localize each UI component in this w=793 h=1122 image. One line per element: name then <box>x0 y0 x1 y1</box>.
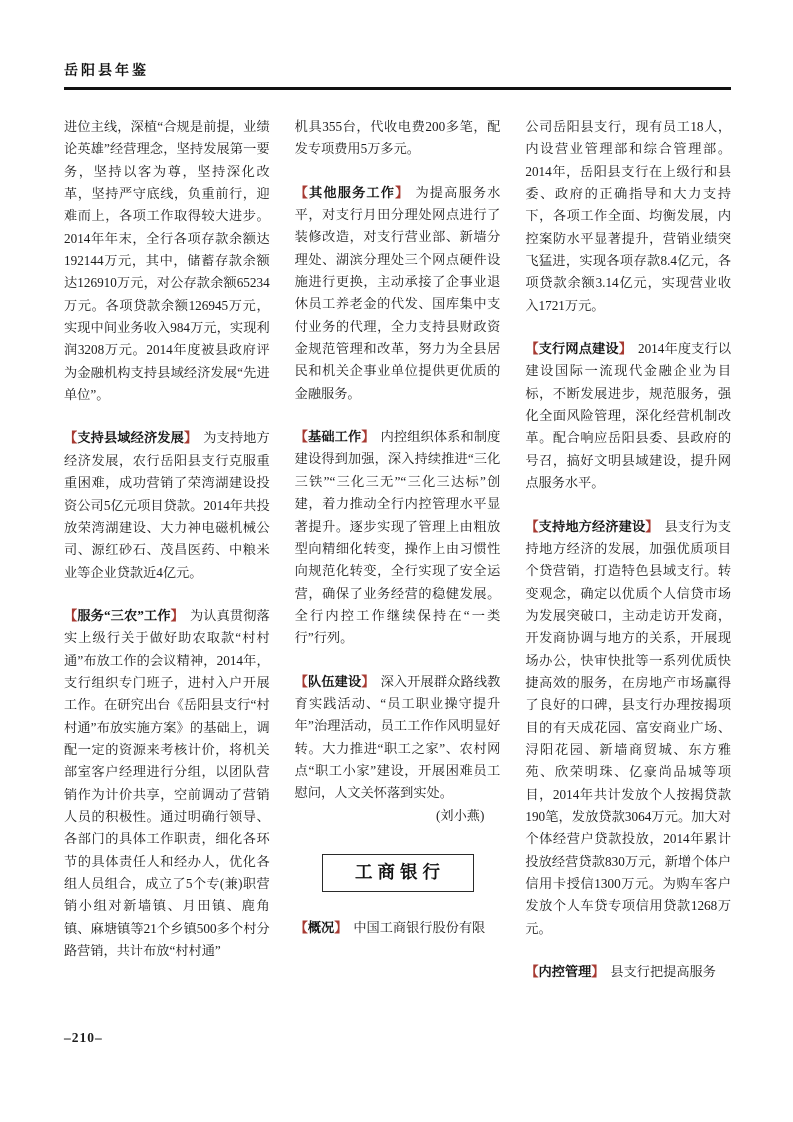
bracket-close: 】 <box>395 184 410 200</box>
section-body: 为认真贯彻落实上级行关于做好助农取款“村村通”布放工作的会议精神，2014年，支行组织专门班子，进村入户开展工作。在研究出台《岳阳县支行“村村通”布放实施方案》的基础上，调配一定的资源来考核计价，将机关部室客户经理进行分组，以团队营销作为计价共享，空前调动了营销人员的积极性。通过明确行领导、各部门的具体工作职责，细化各环节的具体责任人和经办人，优化各组人员组合，成立了5个专(兼)职营销小组对新墙镇、月田镇、鹿角镇、麻塘镇等21个乡镇500多个村分路营销，共计布放“村村通” <box>64 607 270 959</box>
section-local-economy <box>525 516 731 941</box>
section-title <box>525 341 632 356</box>
section-title <box>64 608 184 623</box>
continuation-paragraph: 公司岳阳县支行，现有员工18人，内设营业管理部和综合管理部。2014年，岳阳县支行在上级行和县委、政府的正确指导和大力支持下，各项工作全面、均衡发展，内控案防水平显著提升，营销业绩突飞猛进，实现各项存款8.4亿元，各项贷款余额3.14亿元，实现营业收入1721万元。 <box>525 119 732 313</box>
section-title <box>64 430 197 445</box>
bracket-open: 【 <box>294 920 308 936</box>
continuation-paragraph: 机具355台，代收电费200多笔，配发专项费用5万多元。 <box>294 119 501 157</box>
section-team-building <box>295 671 501 805</box>
column-left <box>64 116 270 983</box>
bracket-open: 【 <box>64 607 78 623</box>
text-columns <box>64 116 731 983</box>
section-body: 为提高服务水平，对支行月田分理处网点进行了装修改造，对支行营业部、新墙分理处、湖滨分理处三个网点硬件设施进行更换，主动承接了企事业退休员工养老金的代发、国库集中支付业务的代理，全力支持县财政资金规范管理和改革，努力为全县居民和机关企事业单位提供更优质的金融服务。 <box>294 184 501 401</box>
section-internal-control <box>525 961 731 983</box>
author-attribution: (刘小燕) <box>435 807 485 823</box>
section-title <box>525 519 658 534</box>
bracket-close: 】 <box>334 920 348 936</box>
bracket-open: 【 <box>525 964 539 980</box>
section-title-text: 基础工作 <box>308 429 362 445</box>
section-title-text: 服务“三农”工作 <box>77 607 171 623</box>
section-title <box>295 674 375 689</box>
bracket-open: 【 <box>525 518 539 534</box>
bracket-open: 【 <box>294 673 308 689</box>
header-rule <box>64 87 731 90</box>
section-title-text: 支持地方经济建设 <box>538 518 646 534</box>
yearbook-title: 岳阳县年鉴 <box>64 64 149 79</box>
section-branch-network <box>525 338 731 494</box>
section-body: 县支行为支持地方经济的发展，加强优质项目个贷营销，打造特色县域支行。转变观念，确定以优质个人信贷市场为发展突破口，主动走访开发商，开发商协调与地方的关系，开展现场办公，快审快批等一系列优质快捷高效的服务，在房地产市场赢得了良好的口碑，县支行办理按揭项目的有天成花园、富安商业广场、浔阳花园、新墙商贸城、东方雅苑、欣荣明珠、亿豪尚品城等项目，2014年共计发放个人按揭贷款190笔，发放贷款3064万元。加大对个体经营户贷款投放，2014年累计投放经营贷款830万元，新增个体户信用卡授信1300万元。为购车客户发放个人车贷专项信用贷款1268万元。 <box>525 518 732 936</box>
section-title <box>295 920 348 935</box>
page-header <box>64 60 731 90</box>
bracket-open: 【 <box>525 341 539 357</box>
section-title <box>295 185 410 200</box>
section-sannong-service <box>64 605 270 963</box>
bracket-open: 【 <box>294 429 308 445</box>
section-title-text: 队伍建设 <box>308 673 362 689</box>
continuation-paragraph: 进位主线，深植“合规是前提，业绩论英雄”经营理念，坚持发展第一要务，坚持以客为尊，坚持深化改革，坚持严守底线，负重前行，迎难而上，各项工作取得较大进步。2014年年末，全行各项存款余额达192144万元，其中，储蓄存款余额达126910万元，对公存款余额65234万元。各项贷款余额126945万元，实现中间业务收入984万元，实现利润3208万元。2014年度被县政府评为金融机构支持县域经济发展“先进单位”。 <box>64 119 270 403</box>
bracket-close: 】 <box>170 607 184 623</box>
bracket-open: 【 <box>64 430 78 446</box>
section-body: 中国工商银行股份有限 <box>353 920 486 936</box>
bracket-close: 】 <box>361 673 375 689</box>
bracket-close: 】 <box>618 341 633 357</box>
section-title-text: 内控管理 <box>538 964 592 980</box>
section-title-text: 其他服务工作 <box>309 184 396 200</box>
section-body: 内控组织体系和制度建设得到加强，深入持续推进“三化三铁”“三化三无”“三化三达标”创建，着力推动全行内控管理水平显著提升。逐步实现了管理上由粗放型向精细化转变，操作上由习惯性向规范化转变，全行实现了安全运营，确保了业务经营的稳健发展。全行内控工作继续保持在“一类行”行列。 <box>294 429 501 646</box>
bracket-close: 】 <box>591 964 605 980</box>
section-title-text: 支持县域经济发展 <box>77 430 184 446</box>
section-county-economy <box>64 427 270 583</box>
section-bank-overview <box>295 917 501 939</box>
section-other-services <box>295 182 501 405</box>
section-title <box>295 429 375 444</box>
section-body: 2014年度支行以建设国际一流现代金融企业为目标，不断发展进步，规范服务，强化全面风险管理，深化经营机制改革。配合响应岳阳县委、县政府的号召，搞好文明县域建设，提升网点服务水平。 <box>525 341 732 491</box>
bracket-close: 】 <box>645 518 659 534</box>
bracket-open: 【 <box>294 184 310 200</box>
column-right <box>525 116 731 983</box>
section-body: 为支持地方经济发展，农行岳阳县支行克服重重困难，成功营销了荣湾湖建设投资公司5亿元项目贷款。2014年共投放荣湾湖建设、大力神电磁机械公司、源红砂石、茂昌医药、中粮米业等企业贷款近4亿元。 <box>64 430 270 580</box>
page-number: –210– <box>64 1030 103 1045</box>
section-title-text: 支行网点建设 <box>538 341 619 357</box>
bracket-close: 】 <box>183 430 198 446</box>
section-title <box>525 964 604 979</box>
section-body: 深入开展群众路线教育实践活动、“员工职业操守提升年”治理活动，员工工作作风明显好转。大力推进“职工之家”、农村网点“职工小家”建设，开展困难员工慰问，人文关怀落到实处。 <box>294 673 501 801</box>
section-basic-work <box>295 426 501 649</box>
bank-section-heading: 工商银行 <box>322 854 474 892</box>
column-middle <box>295 116 501 983</box>
bracket-close: 】 <box>361 429 375 445</box>
section-title-text: 概况 <box>307 920 335 936</box>
section-body: 县支行把提高服务 <box>610 964 716 980</box>
